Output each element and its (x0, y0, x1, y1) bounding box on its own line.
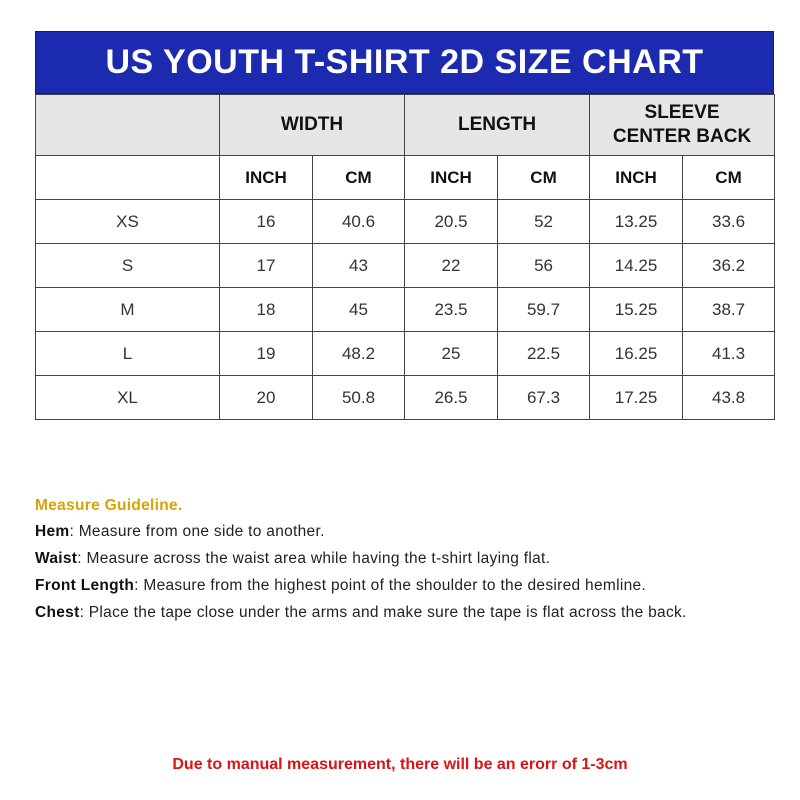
guideline-term: Chest (35, 604, 80, 621)
length-header: LENGTH (405, 95, 590, 156)
size-cell: XL (36, 376, 220, 420)
value-cell: 23.5 (405, 288, 498, 332)
unit-header-row (36, 156, 775, 200)
chart-title: US YOUTH T-SHIRT 2D SIZE CHART (35, 31, 774, 94)
guideline-item (35, 577, 785, 595)
value-cell: 38.7 (683, 288, 775, 332)
sleeve-header (590, 95, 775, 156)
guideline-text: : Measure from one side to another. (69, 523, 325, 540)
value-cell: 33.6 (683, 200, 775, 244)
value-cell: 40.6 (313, 200, 405, 244)
size-table (35, 94, 775, 420)
table-row (36, 332, 775, 376)
size-header-cell (36, 95, 220, 156)
guideline-item (35, 523, 785, 541)
value-cell: 14.25 (590, 244, 683, 288)
value-cell: 16 (220, 200, 313, 244)
value-cell: 45 (313, 288, 405, 332)
sleeve-header-line-1: SLEEVE (644, 102, 720, 123)
guideline-term: Front Length (35, 577, 135, 594)
unit-header: INCH (590, 156, 683, 200)
value-cell: 36.2 (683, 244, 775, 288)
value-cell: 43.8 (683, 376, 775, 420)
value-cell: 18 (220, 288, 313, 332)
size-cell: M (36, 288, 220, 332)
unit-header: CM (498, 156, 590, 200)
guideline-text: : Place the tape close under the arms and make sure the tape is flat across the back. (79, 604, 687, 621)
sleeve-header-line-2: CENTER BACK (612, 126, 752, 147)
guideline-text: : Measure across the waist area while having the t-shirt laying flat. (77, 550, 551, 567)
value-cell: 17 (220, 244, 313, 288)
guideline-heading: Measure Guideline. (35, 497, 183, 514)
size-cell: L (36, 332, 220, 376)
table-row (36, 288, 775, 332)
guideline-term: Waist (35, 550, 78, 567)
width-header: WIDTH (220, 95, 405, 156)
value-cell: 48.2 (313, 332, 405, 376)
value-cell: 43 (313, 244, 405, 288)
value-cell: 15.25 (590, 288, 683, 332)
guideline-text: : Measure from the highest point of the shoulder to the desired hemline. (134, 577, 647, 594)
table-row (36, 200, 775, 244)
value-cell: 13.25 (590, 200, 683, 244)
table-row (36, 376, 775, 420)
unit-header: CM (683, 156, 775, 200)
table-row (36, 244, 775, 288)
unit-header: CM (313, 156, 405, 200)
unit-blank-cell (36, 156, 220, 200)
unit-header: INCH (220, 156, 313, 200)
size-cell: XS (36, 200, 220, 244)
guideline-item (35, 550, 785, 568)
value-cell: 59.7 (498, 288, 590, 332)
size-cell: S (36, 244, 220, 288)
measurement-note: Due to manual measurement, there will be an erorr of 1-3cm (172, 756, 628, 773)
guideline-item (35, 604, 785, 622)
value-cell: 20.5 (405, 200, 498, 244)
value-cell: 16.25 (590, 332, 683, 376)
value-cell: 50.8 (313, 376, 405, 420)
unit-header: INCH (405, 156, 498, 200)
value-cell: 52 (498, 200, 590, 244)
value-cell: 17.25 (590, 376, 683, 420)
guideline-term: Hem (35, 523, 70, 540)
value-cell: 22.5 (498, 332, 590, 376)
value-cell: 56 (498, 244, 590, 288)
size-chart (35, 31, 774, 420)
value-cell: 19 (220, 332, 313, 376)
group-header-row (36, 95, 775, 156)
value-cell: 26.5 (405, 376, 498, 420)
value-cell: 67.3 (498, 376, 590, 420)
value-cell: 25 (405, 332, 498, 376)
value-cell: 20 (220, 376, 313, 420)
value-cell: 41.3 (683, 332, 775, 376)
measure-guideline (35, 497, 785, 631)
value-cell: 22 (405, 244, 498, 288)
